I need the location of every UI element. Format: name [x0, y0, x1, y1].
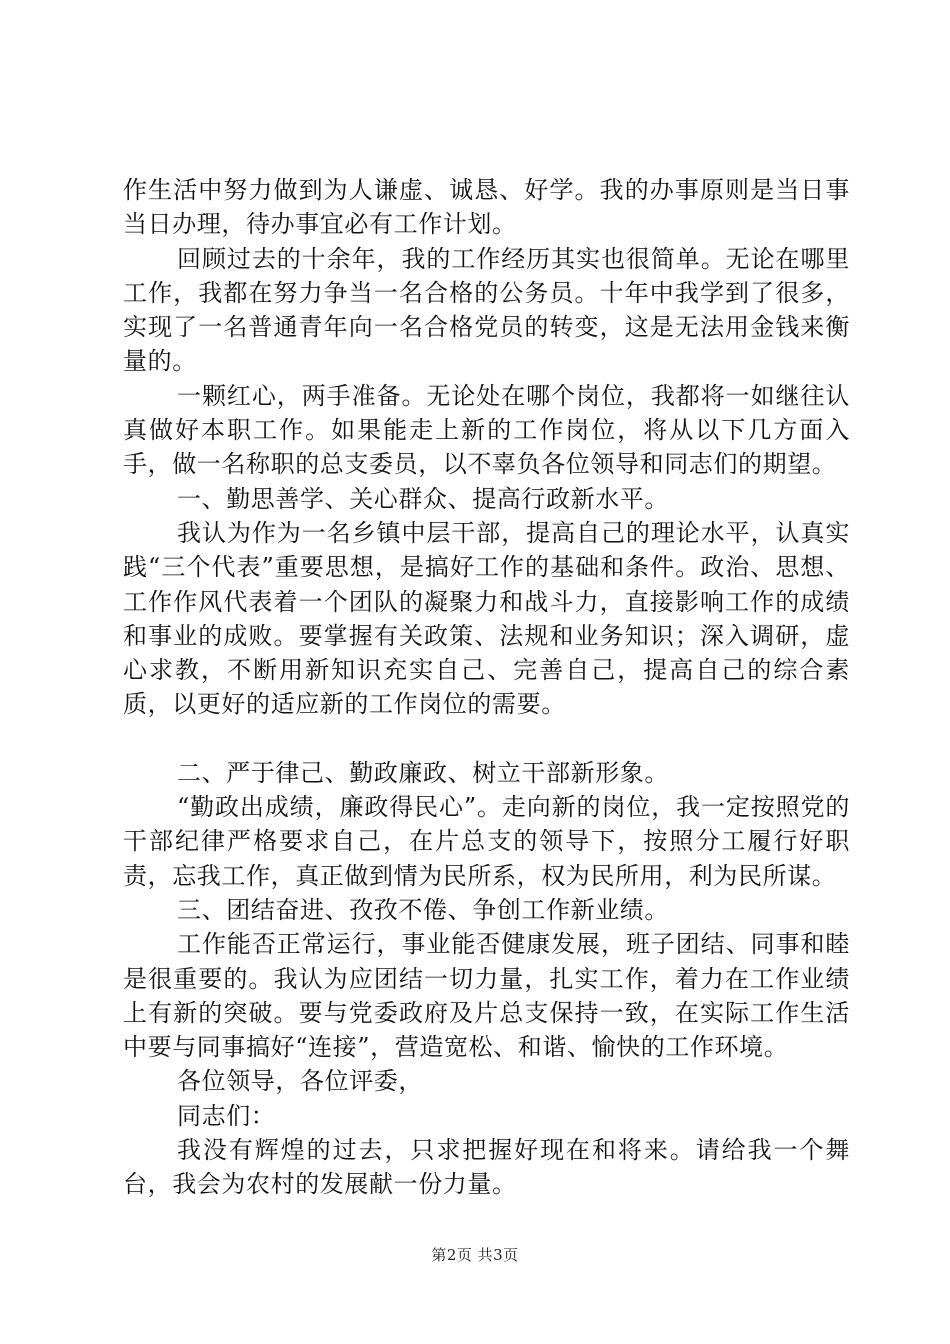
- paragraph-section-three: 工作能否正常运行，事业能否健康发展，班子团结、同事和睦是很重要的。我认为应团结一切力量，扎实工作，着力在工作业绩上有新的突破。要与党委政府及片总支保持一致，在实际工作生活中要与同事搞好“连接”，营造宽松、和谐、愉快的工作环境。: [123, 930, 850, 1062]
- paragraph-continuation: 作生活中努力做到为人谦虚、诚恳、好学。我的办事原则是当日事当日办理，待办事宜必有工作计划。: [123, 176, 850, 239]
- paragraph-section-two: “勤政出成绩，廉政得民心”。走向新的岗位，我一定按照党的干部纪律严格要求自己，在片总支的领导下，按照分工履行好职责，忘我工作，真正做到情为民所系，权为民所用，利为民所谋。: [123, 793, 850, 890]
- page-number-footer: 第2页 共3页: [431, 1246, 519, 1264]
- paragraph-section-one: 我认为作为一名乡镇中层干部，提高自己的理论水平，认真实践“三个代表”重要思想，是搞好工作的基础和条件。政治、思想、工作作风代表着一个团队的凝聚力和战斗力，直接影响工作的成绩和事业的成败。要掌握有关政策、法规和业务知识；深入调研，虚心求教，不断用新知识充实自己、完善自己，提高自己的综合素质，以更好的适应新的工作岗位的需要。: [123, 518, 850, 719]
- document-body: [123, 173, 850, 1202]
- salutation-line-two: 同志们：: [177, 1101, 276, 1130]
- salutation-line-one: 各位领导，各位评委，: [177, 1067, 423, 1096]
- section-heading-three: 三、团结奋进、孜孜不倦、争创工作新业绩。: [177, 895, 669, 924]
- paragraph-work-history: 回顾过去的十余年，我的工作经历其实也很简单。无论在哪里工作，我都在努力争当一名合格的公务员。十年中我学到了很多，实现了一名普通青年向一名合格党员的转变，这是无法用金钱来衡量的。: [123, 244, 850, 376]
- section-heading-two: 二、严于律己、勤政廉政、树立干部新形象。: [177, 758, 669, 787]
- paragraph-closing: 我没有辉煌的过去，只求把握好现在和将来。请给我一个舞台，我会为农村的发展献一份力量。: [123, 1136, 850, 1199]
- section-heading-one: 一、勤思善学、关心群众、提高行政新水平。: [177, 484, 669, 513]
- paragraph-commitment: 一颗红心，两手准备。无论处在哪个岗位，我都将一如继往认真做好本职工作。如果能走上新的工作岗位，将从以下几方面入手，做一名称职的总支委员，以不辜负各位领导和同志们的期望。: [123, 381, 850, 479]
